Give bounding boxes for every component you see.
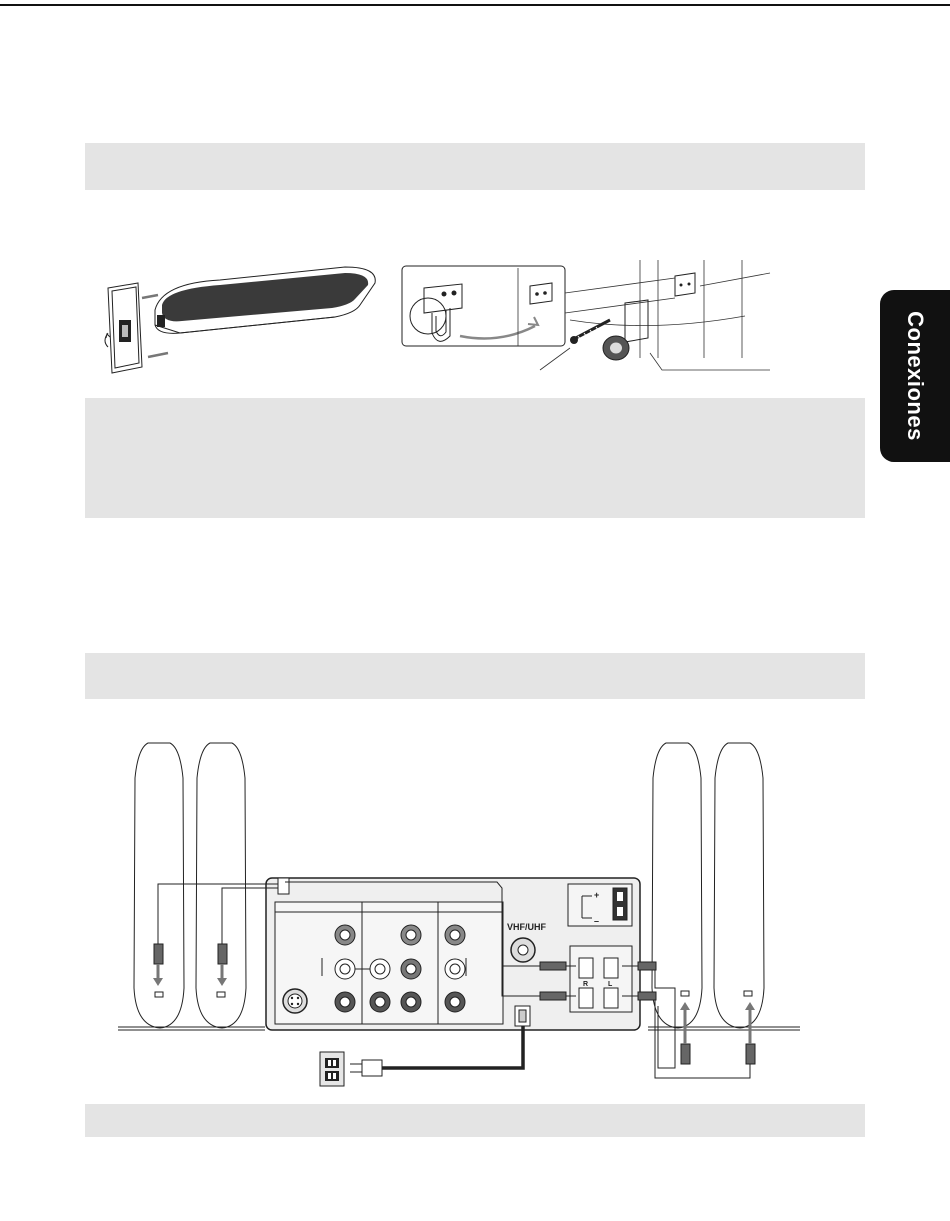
speaker-connection-diagram [110, 738, 810, 1098]
wall-mount-illustration [400, 258, 775, 373]
speaker-rear-right [714, 743, 764, 1028]
speaker-front-right [652, 743, 702, 1028]
bracket-mounted-icon [603, 300, 648, 360]
svg-text:+: + [594, 890, 600, 900]
speaker-rear-left [196, 743, 246, 1028]
speaker-terminals [570, 946, 632, 1012]
section-band-1 [85, 143, 865, 190]
s-video-jack [283, 989, 307, 1013]
speaker-bar-icon [155, 267, 375, 333]
svg-text:–: – [594, 916, 600, 926]
main-unit-rear-panel [266, 878, 640, 1030]
section-band-2 [85, 398, 865, 518]
svg-text:L: L [608, 981, 613, 988]
speaker-polarity-terminal [568, 884, 632, 926]
top-rule [0, 4, 950, 6]
side-tab [880, 290, 950, 462]
section-band-4 [85, 1104, 865, 1137]
svg-text:R: R [583, 981, 589, 988]
section-band-3 [85, 653, 865, 699]
speaker-front-left [134, 743, 184, 1028]
power-cord [350, 1026, 523, 1076]
svg-text:VHF/UHF: VHF/UHF [507, 922, 546, 932]
power-inlet [515, 1006, 530, 1026]
bracket-closeup-icon [410, 284, 462, 341]
side-tab-label: Conexiones [903, 311, 928, 441]
screw-icon [570, 320, 610, 344]
wall-outlet-icon [320, 1052, 344, 1086]
arrow-icon [460, 326, 535, 338]
speaker-bracket-illustration [100, 255, 390, 380]
mount-plate-icon [105, 283, 142, 373]
